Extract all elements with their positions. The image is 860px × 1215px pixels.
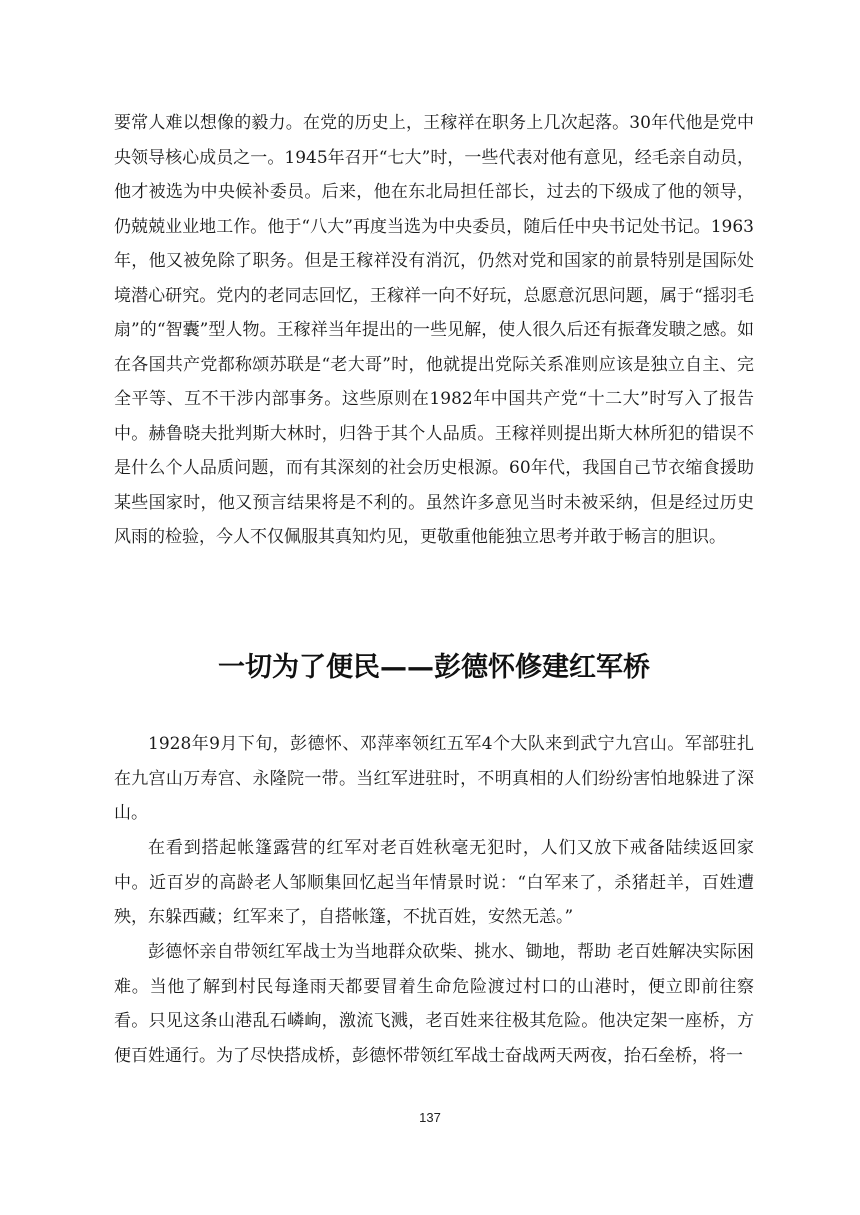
section-title: 一切为了便民——彭德怀修建红军桥 (218, 652, 650, 683)
body-paragraph-continued: 要常人难以想像的毅力。在党的历史上，王稼祥在职务上几次起落。30年代他是党中央领导核心成员之一。1945年召开“七大”时，一些代表对他有意见，经毛亲自动员，他才被选为中央候补委员。后来，他在东北局担任部长，过去的下级成了他的领导，仍兢兢业业地工作。他于“八大”再度当选为中央委员，随后任中央书记处书记。1963年，他又被免除了职务。但是王稼祥没有消沉，仍然对党和国家的前景特别是国际处境潜心研究。党内的老同志回忆，王稼祥一向不好玩，总愿意沉思问题，属于“摇羽毛扇”的“智囊”型人物。王稼祥当年提出的一些见解，使人很久后还有振聋发聩之感。如在各国共产党都称颂苏联是“老大哥”时，他就提出党际关系准则应该是独立自主、完全平等、互不干涉内部事务。这些原则在1982年中国共产党“十二大”时写入了报告中。赫鲁晓夫批判斯大林时，归咎于其个人品质。王稼祥则提出斯大林所犯的错误不是什么个人品质问题，而有其深刻的社会历史根源。60年代，我国自己节衣缩食援助某些国家时，他又预言结果将是不利的。虽然许多意见当时未被采纳，但是经过历史风雨的检验，今人不仅佩服其真知灼见，更敬重他能独立思考并敢于畅言的胆识。 (114, 113, 754, 547)
body-paragraph: 1928年9月下旬，彭德怀、邓萍率领红五军4个大队来到武宁九宫山。军部驻扎在九宫山万寿宫、永隆院一带。当红军进驻时，不明真相的人们纷纷害怕地躲进了深山。 (114, 734, 754, 823)
body-paragraph: 彭德怀亲自带领红军战士为当地群众砍柴、挑水、锄地，帮助 老百姓解决实际困难。当他了解到村民每逢雨天都要冒着生命危险渡过村口的山港时，便立即前往察看。只见这条山港乱石嶙峋，激流飞溅，老百姓来往极其危险。他决定架一座桥，方便百姓通行。为了尽快搭成桥，彭德怀带领红军战士奋战两天两夜，抬石垒桥，将一 (114, 942, 754, 1066)
page-number: 137 (419, 1110, 441, 1125)
body-paragraph: 在看到搭起帐篷露营的红军对老百姓秋毫无犯时，人们又放下戒备陆续返回家中。近百岁的高龄老人邹顺集回忆起当年情景时说：“白军来了，杀猪赶羊，百姓遭殃，东躲西藏；红军来了，自搭帐篷，不扰百姓，安然无恙。” (114, 838, 754, 927)
